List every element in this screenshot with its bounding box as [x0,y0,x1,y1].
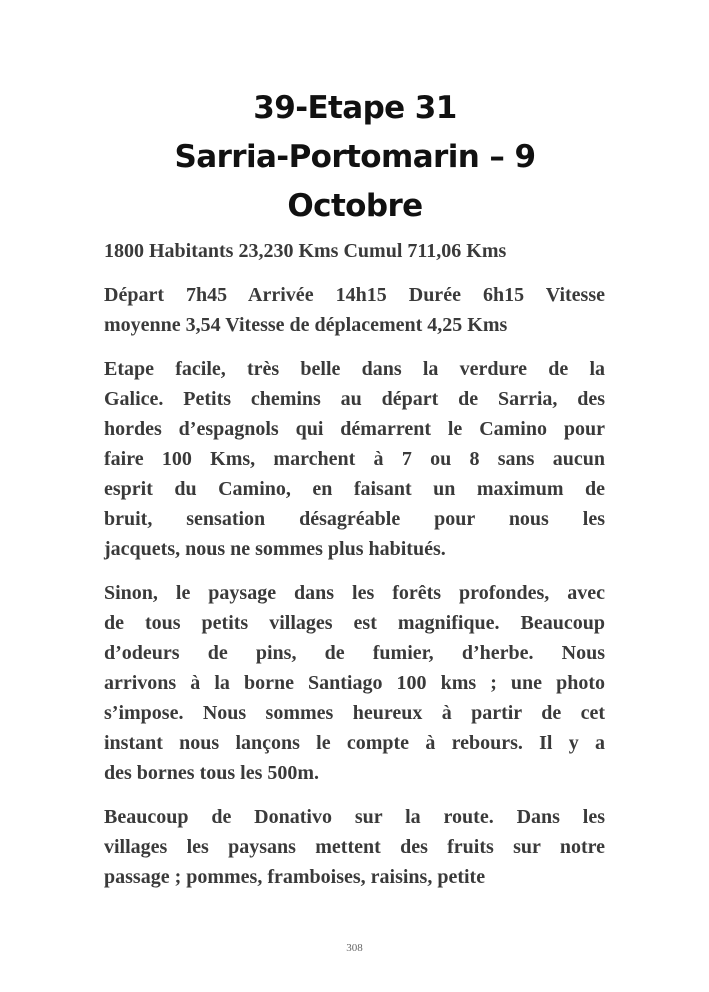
title-line-1: 39-Etape 31 [253,90,457,126]
paragraph-line: villages les paysans mettent des fruits sur notre [104,836,605,858]
paragraph-line: s’impose. Nous sommes heureux à partir de cet [104,702,605,724]
title-line-3: Octobre [287,188,423,224]
paragraph-line: des bornes tous les 500m. [104,762,320,784]
paragraph-line: bruit, sensation désagréable pour nous les [104,508,605,530]
stats-line [104,236,605,266]
paragraph-line: d’odeurs de pins, de fumier, d’herbe. Nous [104,642,605,664]
stats-paragraph [104,280,605,340]
paragraph-line: faire 100 Kms, marchent à 7 ou 8 sans aucun [104,448,605,470]
stats-line-2a: Départ 7h45 Arrivée 14h15 Durée 6h15 Vitesse [104,284,605,306]
title-line-2: Sarria-Portomarin – 9 [174,139,536,175]
chapter-title [104,84,606,231]
paragraph-line: esprit du Camino, en faisant un maximum de [104,478,605,500]
paragraph-line: de tous petits villages est magnifique. Beaucoup [104,612,605,634]
paragraph-line: passage ; pommes, framboises, raisins, petite [104,866,486,888]
paragraph-line: Galice. Petits chemins au départ de Sarria, des [104,388,605,410]
paragraph-1 [104,354,605,564]
paragraph-line: hordes d’espagnols qui démarrent le Camino pour [104,418,605,440]
stats-line-2b: moyenne 3,54 Vitesse de déplacement 4,25 Kms [104,314,508,336]
paragraph-line: Beaucoup de Donativo sur la route. Dans les [104,806,605,828]
paragraph-line: Etape facile, très belle dans la verdure de la [104,358,605,380]
paragraph-line: Sinon, le paysage dans les forêts profondes, avec [104,582,605,604]
paragraph-3 [104,802,605,892]
paragraph-2 [104,578,605,788]
body-text [104,236,605,906]
stats-line-1: 1800 Habitants 23,230 Kms Cumul 711,06 Kms [104,240,507,262]
paragraph-line: jacquets, nous ne sommes plus habitués. [104,538,446,560]
paragraph-line: arrivons à la borne Santiago 100 kms ; une photo [104,672,605,694]
paragraph-line: instant nous lançons le compte à rebours. Il y a [104,732,605,754]
page-number: 308 [346,942,363,954]
